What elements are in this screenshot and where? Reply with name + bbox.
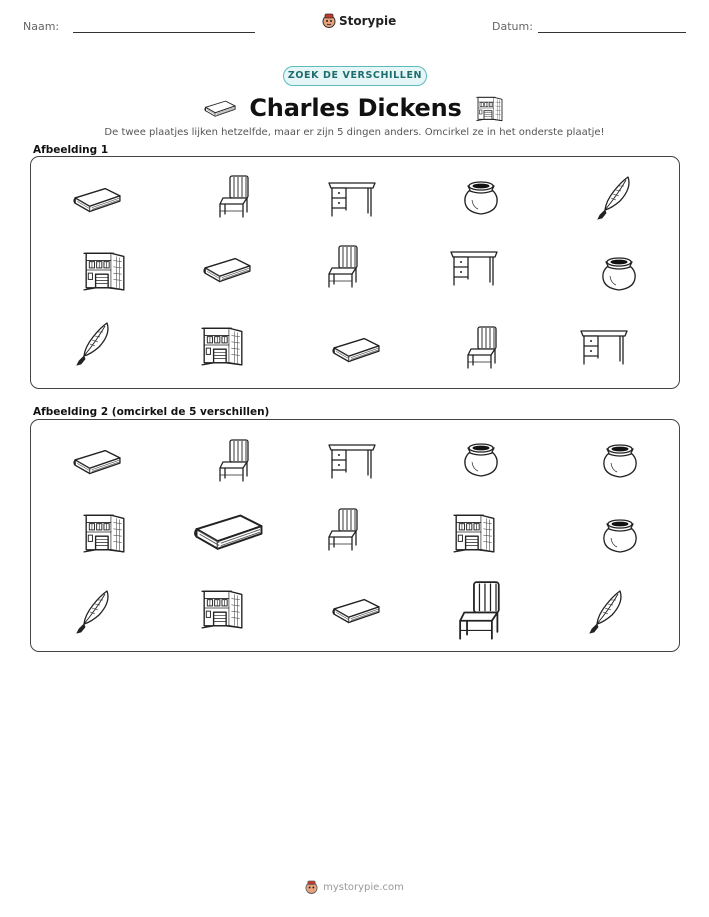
desk-icon [449, 248, 499, 288]
quill-icon[interactable] [584, 588, 624, 636]
pie-mascot-icon [322, 13, 336, 28]
book-icon [202, 252, 252, 286]
desk-icon [579, 327, 629, 367]
book-icon[interactable] [192, 506, 265, 555]
book-icon[interactable] [331, 593, 381, 627]
name-label: Naam: [23, 20, 60, 33]
house-icon [200, 322, 246, 368]
brand-name: Storypie [339, 13, 397, 28]
book-icon [331, 332, 381, 366]
quill-icon[interactable] [71, 588, 111, 636]
date-label: Datum: [492, 20, 533, 33]
storypie-logo [322, 13, 396, 28]
date-line[interactable] [538, 32, 686, 33]
chair-icon [217, 173, 253, 221]
house-icon[interactable] [452, 509, 498, 555]
house-icon[interactable] [200, 585, 246, 631]
chair-icon[interactable] [456, 578, 506, 644]
chair-icon[interactable] [326, 506, 362, 554]
quill-icon [71, 320, 111, 368]
inkpot-icon[interactable] [600, 441, 640, 481]
inkpot-icon[interactable] [461, 440, 501, 480]
footer [0, 880, 709, 894]
inkpot-icon [599, 254, 639, 294]
page-title: Charles Dickens [249, 94, 462, 122]
pie-mascot-icon [305, 880, 318, 894]
house-icon[interactable] [82, 509, 128, 555]
book-icon [72, 182, 122, 216]
desk-icon[interactable] [327, 441, 377, 481]
chair-icon [465, 324, 501, 372]
panel-2-label: Afbeelding 2 (omcirkel de 5 verschillen) [33, 406, 270, 418]
desk-icon [327, 179, 377, 219]
name-line[interactable] [73, 32, 255, 33]
worksheet-type-badge: ZOEK DE VERSCHILLEN [283, 66, 427, 86]
inkpot-icon [461, 178, 501, 218]
book-icon [203, 97, 237, 119]
picture-panel-2[interactable] [30, 419, 680, 652]
panel-1-label: Afbeelding 1 [33, 144, 109, 156]
footer-url[interactable]: mystorypie.com [323, 881, 404, 893]
quill-icon [592, 174, 632, 222]
picture-panel-1 [30, 156, 680, 389]
instructions: De twee plaatjes lijken hetzelfde, maar er zijn 5 dingen anders. Omcirkel ze in het onderste plaatje! [104, 127, 605, 138]
book-icon[interactable] [72, 444, 122, 478]
house-icon [82, 247, 128, 293]
title-row [0, 91, 709, 125]
house-icon [474, 94, 506, 122]
chair-icon [326, 243, 362, 291]
chair-icon[interactable] [217, 437, 253, 485]
inkpot-icon[interactable] [600, 516, 640, 556]
